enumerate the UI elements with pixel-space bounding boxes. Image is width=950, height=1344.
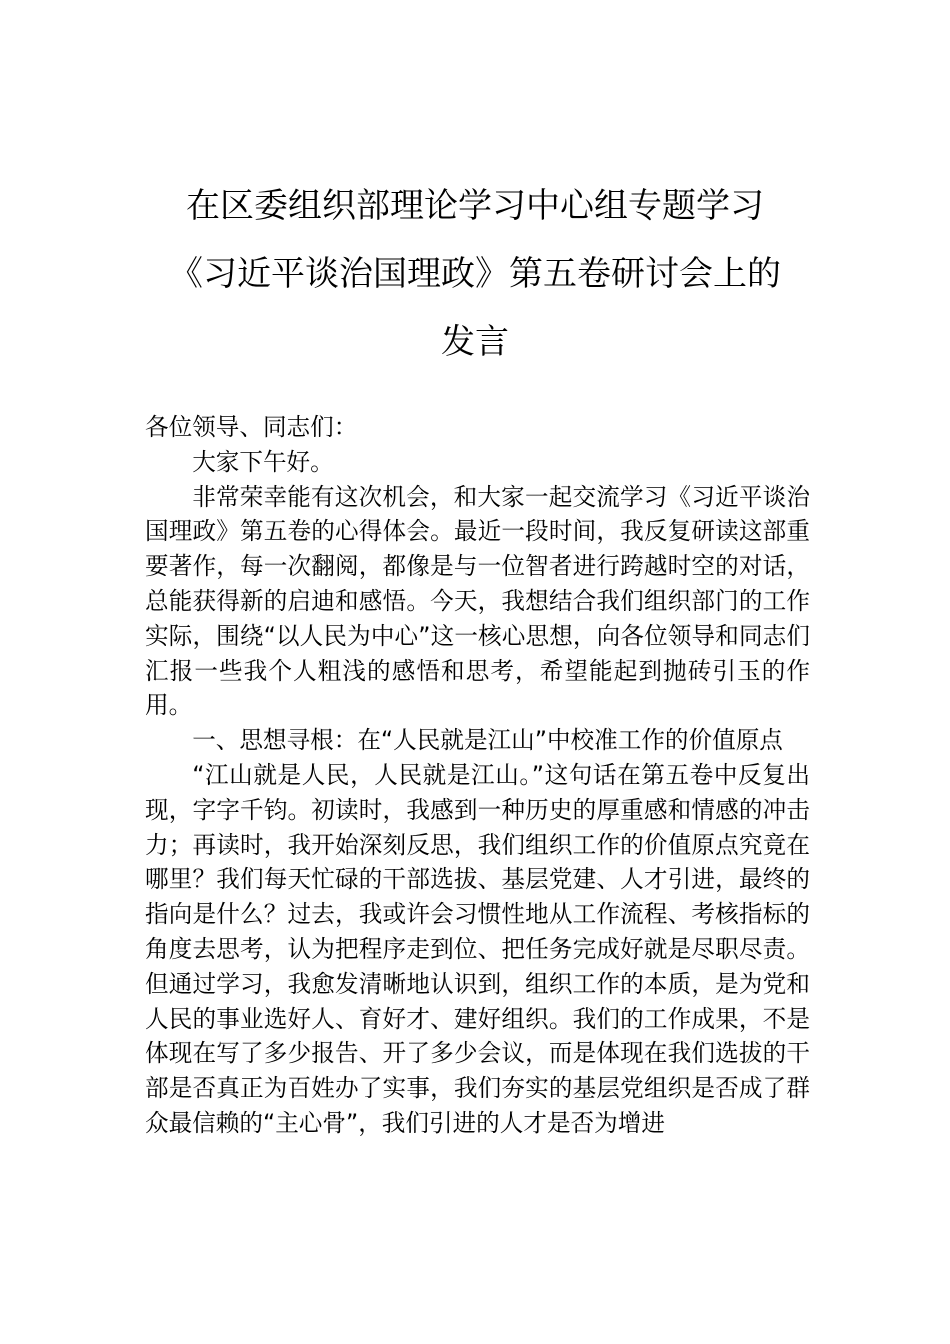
intro-paragraph: 非常荣幸能有这次机会，和大家一起交流学习《习近平谈治国理政》第五卷的心得体会。最近一段时间，我反复研读这部重要著作，每一次翻阅，都像是与一位智者进行跨越时空的对话，总能获得新的启迪和感悟。今天，我想结合我们组织部门的工作实际，围绕“以人民为中心”这一核心思想，向各位领导和同志们汇报一些我个人粗浅的感悟和思考，希望能起到抛砖引玉的作用。 bbox=[145, 482, 810, 720]
salutation: 各位领导、同志们： bbox=[145, 413, 358, 441]
title-line-3: 发言 bbox=[441, 322, 509, 362]
section-1-heading: 一、思想寻根：在“人民就是江山”中校准工作的价值原点 bbox=[192, 726, 783, 755]
title-line-1: 在区委组织部理论学习中心组专题学习 bbox=[186, 186, 764, 226]
title-line-2: 《习近平谈治国理政》第五卷研讨会上的 bbox=[169, 254, 781, 294]
document-body bbox=[145, 410, 810, 1141]
document-title bbox=[140, 172, 810, 376]
greeting-paragraph: 大家下午好。 bbox=[192, 447, 334, 476]
section-1-paragraph: “江山就是人民，人民就是江山。”这句话在第五卷中反复出现，字字千钧。初读时，我感到一种历史的厚重感和情感的冲击力；再读时，我开始深刻反思，我们组织工作的价值原点究竟在哪里？我们每天忙碌的干部选拔、基层党建、人才引进，最终的指向是什么？过去，我或许会习惯性地从工作流程、考核指标的角度去思考，认为把程序走到位、把任务完成好就是尽职尽责。但通过学习，我愈发清晰地认识到，组织工作的本质，是为党和人民的事业选好人、育好才、建好组织。我们的工作成果，不是体现在写了多少报告、开了多少会议，而是体现在我们选拔的干部是否真正为百姓办了实事，我们夯实的基层党组织是否成了群众最信赖的“主心骨”，我们引进的人才是否为增进 bbox=[145, 760, 810, 1137]
